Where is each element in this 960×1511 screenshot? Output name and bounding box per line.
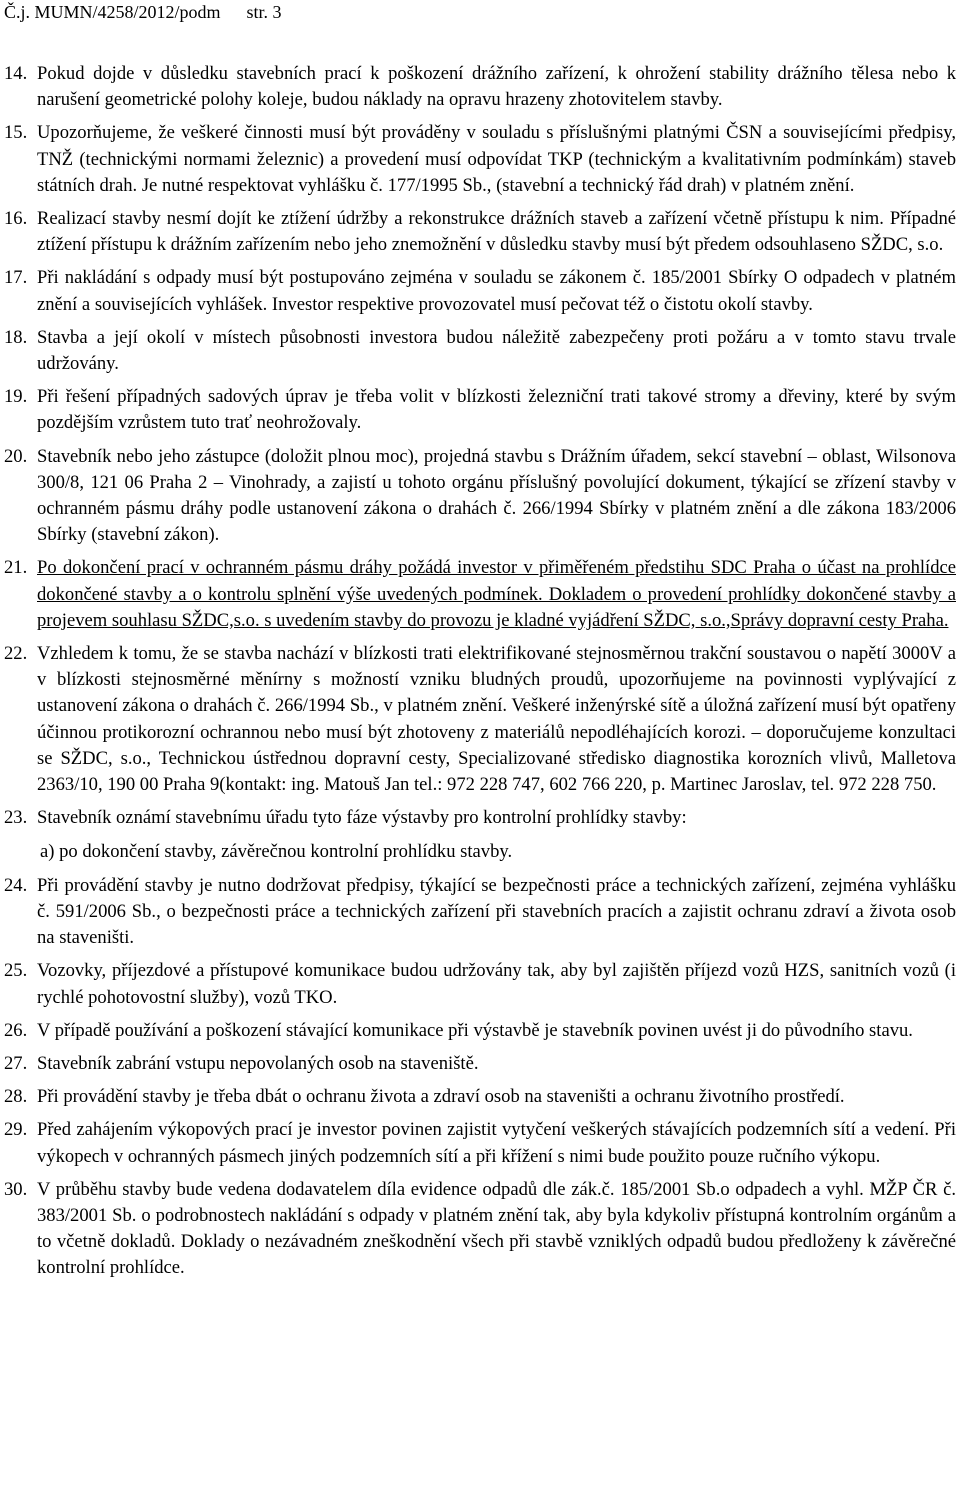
condition-text-block (37, 61, 956, 113)
condition-item (4, 384, 956, 436)
condition-item (4, 958, 956, 1010)
condition-text-block (37, 265, 956, 317)
condition-item (4, 555, 956, 634)
condition-number: 28. (4, 1086, 28, 1108)
condition-item (4, 1018, 956, 1044)
condition-text-block (37, 206, 956, 258)
condition-item (4, 1117, 956, 1169)
condition-text: Po dokončení prací v ochranném pásmu dráhy požádá investor v přiměřeném předstihu SDC Praha o účast na prohlídce dokončené stavby a o kontrolu splnění výše uvedených podmínek. Dokladem o provedení prohlídky dokončené stavby a projevem souhlasu SŽDC,s.o. s uvedením stavby do provozu je kladné vyjádření SŽDC, s.o.,Správy dopravní cesty Praha. (37, 557, 956, 631)
condition-text: V případě používání a poškození stávající komunikace při výstavbě je stavebník povinen uvést ji do původního stavu. (37, 1019, 913, 1041)
condition-item (4, 805, 956, 865)
condition-number: 24. (4, 874, 28, 896)
condition-text-block (37, 444, 956, 549)
condition-number: 19. (4, 386, 28, 408)
condition-item (4, 873, 956, 952)
condition-text: Vozovky, příjezdové a přístupové komunikace budou udržovány tak, aby byl zajištěn příjezd vozů HZS, sanitních vozů (i rychlé pohotovostní služby), vozů TKO. (37, 960, 956, 1008)
condition-item (4, 1051, 956, 1077)
conditions-list (4, 61, 956, 1289)
condition-text-block (37, 120, 956, 199)
condition-item (4, 325, 956, 377)
page-number: str. 3 (246, 2, 282, 22)
condition-text-block (37, 384, 956, 436)
condition-item (4, 1177, 956, 1282)
condition-text: Pokud dojde v důsledku stavebních prací k poškození drážního zařízení, k ohrožení stability drážního tělesa nebo k narušení geometrické polohy koleje, budou náklady na opravu hrazeny zhotovitelem stavby. (37, 63, 956, 111)
condition-number: 18. (4, 326, 28, 348)
condition-text: Při provádění stavby je třeba dbát o ochranu života a zdraví osob na staveništi a ochranu životního prostředí. (37, 1086, 845, 1108)
condition-text-block (37, 1177, 956, 1282)
condition-item (4, 641, 956, 798)
condition-item (4, 120, 956, 199)
condition-number: 29. (4, 1119, 28, 1141)
condition-text-block (37, 805, 956, 865)
condition-item (4, 1084, 956, 1110)
condition-number: 22. (4, 643, 28, 665)
condition-text-block (37, 1117, 956, 1169)
condition-text: Realizací stavby nesmí dojít ke ztížení údržby a rekonstrukce drážních staveb a zařízení včetně přístupu k nim. Případné ztížení přístupu k drážním zařízením nebo jeho znemožnění v důsledku stavby musí být předem odsouhlaseno SŽDC, s.o. (37, 208, 956, 256)
condition-text-block (37, 1084, 956, 1110)
condition-number: 25. (4, 960, 28, 982)
condition-text: V průběhu stavby bude vedena dodavatelem díla evidence odpadů dle zák.č. 185/2001 Sb.o odpadech a vyhl. MŽP ČR č. 383/2001 Sb. o podrobnostech nakládání s odpady v platném znění tak, aby byla kdykoliv přístupná kontrolním orgánům a to včetně dokladů. Doklady o nezávadném zneškodnění všech při stavbě vzniklých odpadů budou předloženy k závěrečné kontrolní prohlídce. (37, 1178, 956, 1279)
condition-text: Při nakládání s odpady musí být postupováno zejména v souladu se zákonem č. 185/2001 Sbírky O odpadech v platném znění a souvisejících vyhlášek. Investor respektive provozovatel musí pečovat též o čistotu okolí stavby. (37, 267, 956, 315)
condition-text: Při řešení případných sadových úprav je třeba volit v blízkosti železniční trati takové stromy a dřeviny, které by svým pozdějším vzrůstem tuto trať neohrožovaly. (37, 386, 956, 434)
condition-number: 15. (4, 122, 28, 144)
condition-text: Stavba a její okolí v místech působnosti investora budou náležitě zabezpečeny proti požáru a v tomto stavu trvale udržovány. (37, 326, 956, 375)
condition-text-block (37, 555, 956, 634)
condition-number: 21. (4, 557, 28, 579)
condition-text-block (37, 325, 956, 377)
condition-item (4, 206, 956, 258)
condition-number: 16. (4, 208, 28, 230)
condition-text-block (37, 958, 956, 1010)
condition-number: 14. (4, 63, 28, 84)
condition-text-block (37, 1051, 956, 1077)
condition-text: Vzhledem k tomu, že se stavba nachází v blízkosti trati elektrifikované stejnosměrnou trakční soustavou o napětí 3000V a v blízkosti stejnosměrné měnírny s možností vzniku bludných proudů, upozorňujeme na povinnosti vyplývající z ustanovení zákona o drahách č. 266/1994 Sb., v platném znění. Veškeré inženýrské sítě a úložná zařízení musí být opatřeny účinnou protikorozní ochrannou nebo musí být zhotoveny z materiálů nepodléhajících korozi. – doporučujeme konzultaci se SŽDC, s.o., Technickou ústřednou dopravní cesty, Specializované středisko diagnostika korozních vlivů, Malletova 2363/10, 190 00 Praha 9(kontakt: ing. Matouš Jan tel.: 972 228 747, 602 766 220, p. Martinec Jaroslav, tel. 972 228 750. (37, 643, 956, 796)
condition-item (4, 265, 956, 317)
condition-text: Při provádění stavby je nutno dodržovat předpisy, týkající se bezpečnosti práce a technických zařízení, zejména vyhlášku č. 591/2006 Sb., o bezpečnosti práce a technických zařízení při stavebních pracích a zajistit ochranu zdraví a života osob na staveništi. (37, 874, 956, 949)
condition-subitem: a) po dokončení stavby, závěrečnou kontrolní prohlídku stavby. (40, 841, 513, 863)
condition-text: Před zahájením výkopových prací je investor povinen zajistit vytyčení veškerých stávajících podzemních sítí a vedení. Při výkopech v ochranných pásmech jiných podzemních sítí a při křížení s nimi bude použito pouze ručního výkopu. (37, 1119, 956, 1167)
condition-item (4, 61, 956, 113)
condition-text: Upozorňujeme, že veškeré činnosti musí být prováděny v souladu s příslušnými platnými ČSN a souvisejícími předpisy, TNŽ (technickými normami železnic) a provedení musí odpovídat TKP (technickým a kvalitativním podmínkám) staveb státních drah. Je nutné respektovat vyhlášku č. 177/1995 Sb., (stavební a technický řád drah) v platném znění. (37, 122, 956, 196)
condition-number: 30. (4, 1178, 28, 1200)
reference-number: Č.j. MUMN/4258/2012/podm (4, 2, 221, 22)
condition-number: 20. (4, 445, 28, 467)
condition-text: Stavebník oznámí stavebnímu úřadu tyto fáze výstavby pro kontrolní prohlídky stavby: (37, 807, 687, 829)
condition-text-block (37, 873, 956, 952)
condition-text: Stavebník nebo jeho zástupce (doložit plnou moc), projedná stavbu s Drážním úřadem, sekcí stavební – oblast, Wilsonova 300/8, 121 06 Praha 2 – Vinohrady, a zajistí u tohoto orgánu příslušný povolující dokument, týkající se zřízení stavby v ochranném pásmu dráhy podle ustanovení zákona o drahách č. 266/1994 Sbírky v platném znění a dle zákona 183/2006 Sbírky (stavební zákon). (37, 445, 956, 546)
condition-item (4, 444, 956, 549)
condition-text-block (37, 1018, 956, 1044)
condition-number: 26. (4, 1019, 28, 1041)
page-header (4, 2, 282, 22)
condition-number: 27. (4, 1052, 28, 1074)
condition-text: Stavebník zabrání vstupu nepovolaných osob na staveniště. (37, 1052, 479, 1074)
condition-text-block (37, 641, 956, 798)
condition-number: 17. (4, 267, 28, 289)
condition-number: 23. (4, 807, 28, 829)
